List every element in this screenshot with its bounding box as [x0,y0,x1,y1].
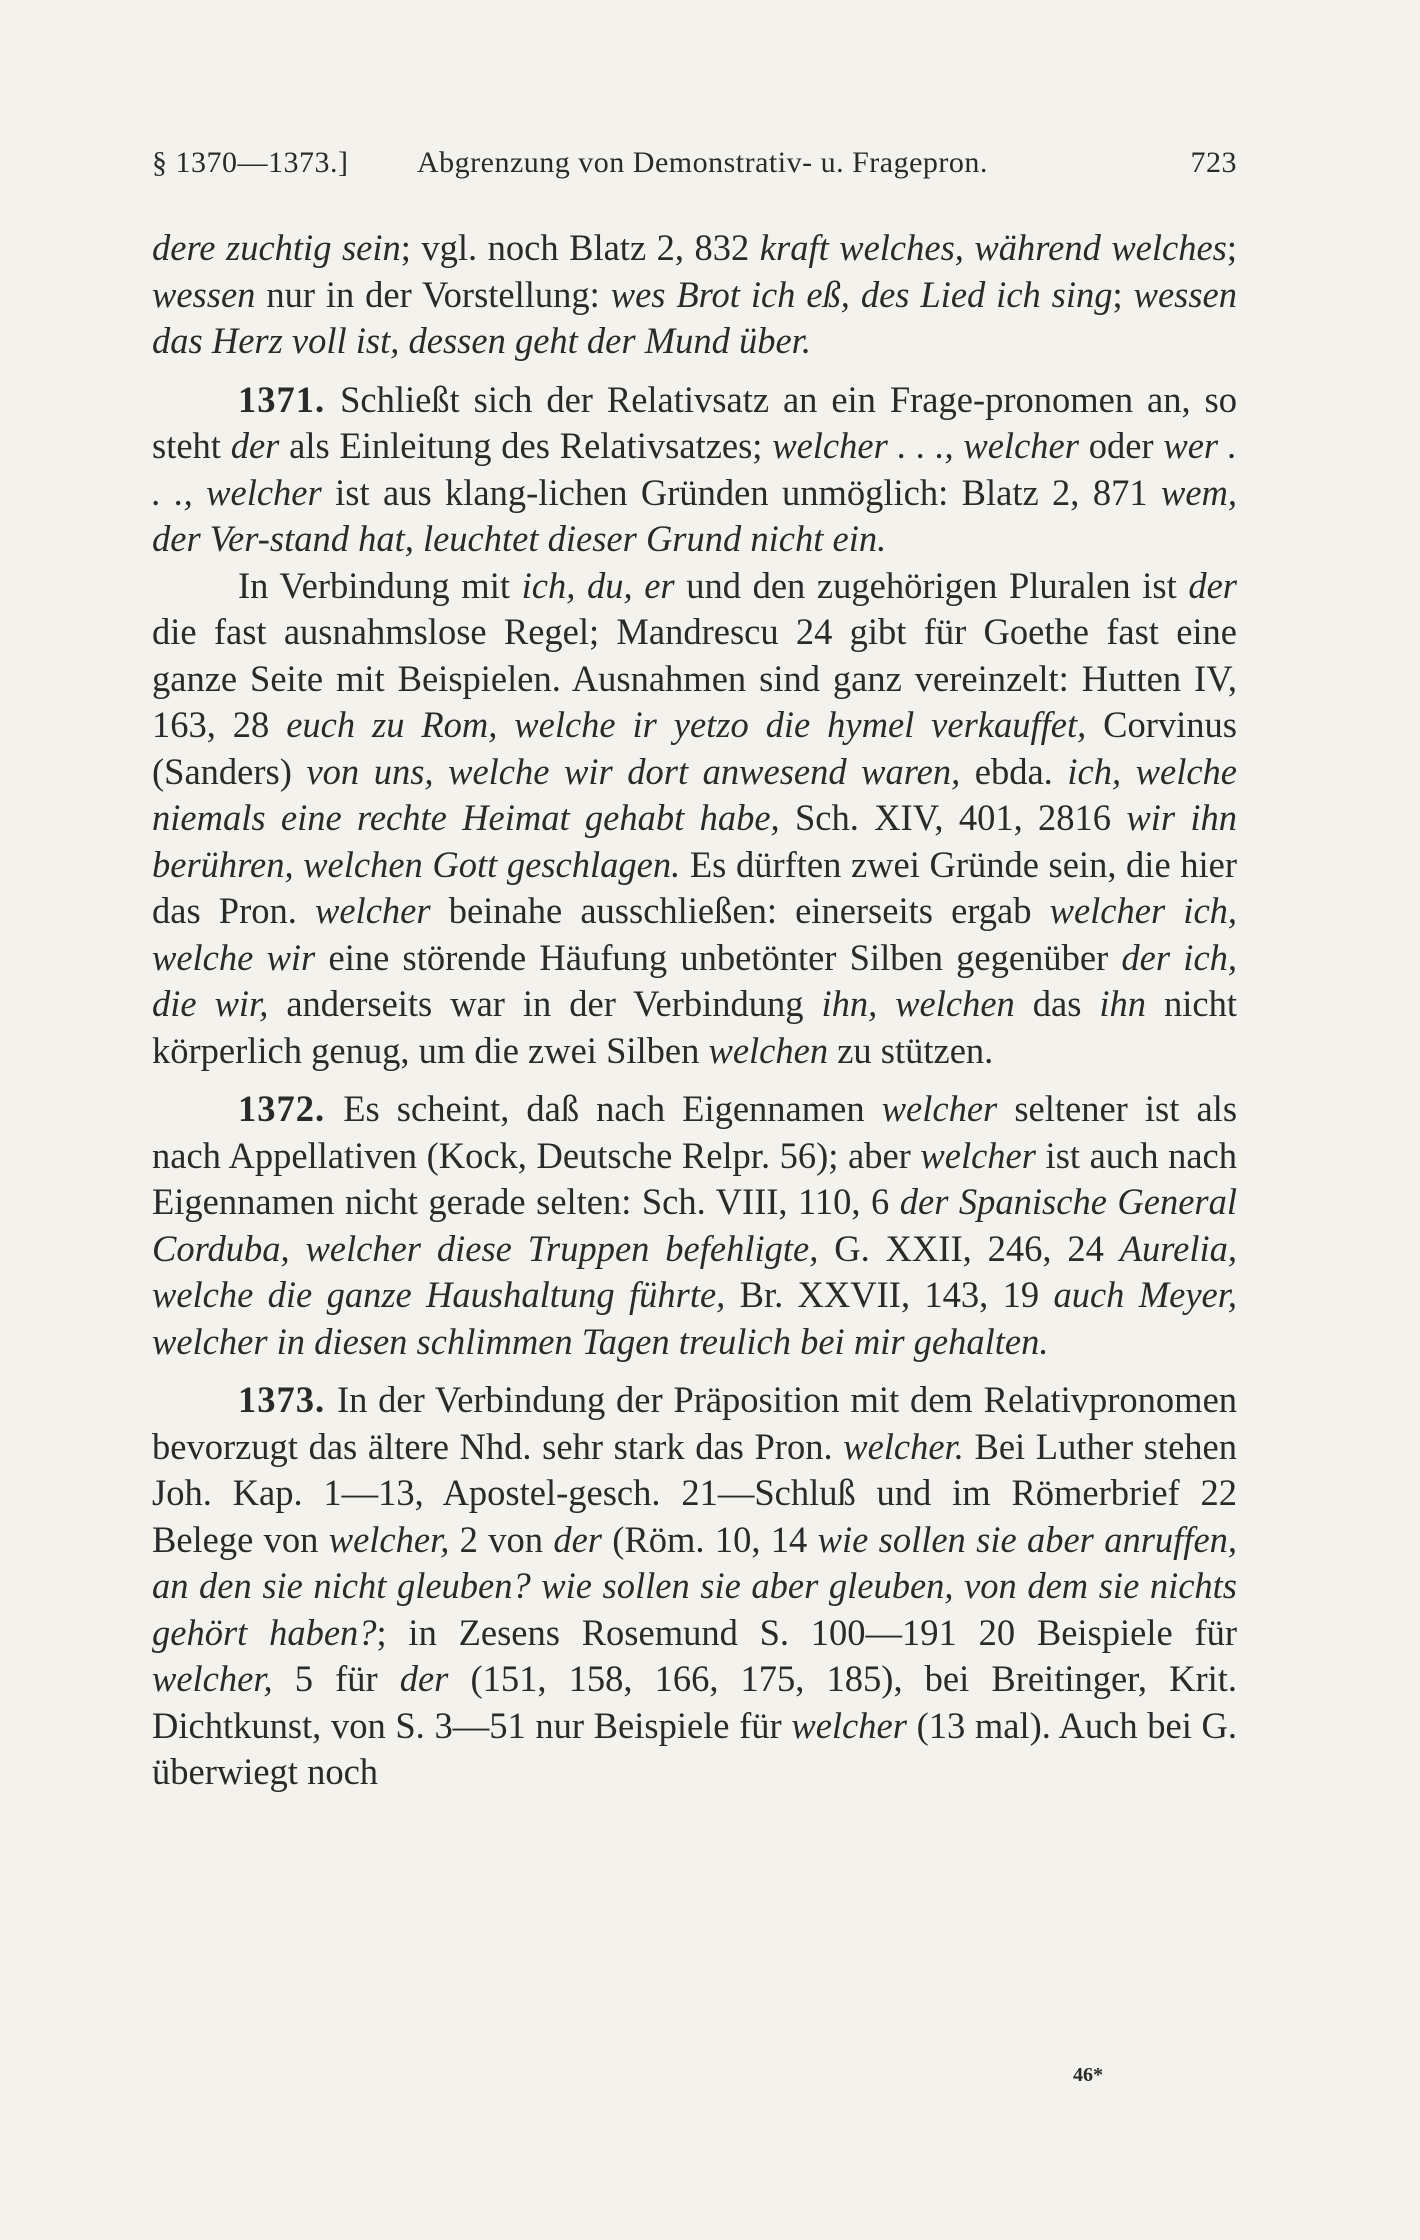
text-run: (Sanders) [152,750,307,792]
numbered-paragraph [152,1086,1237,1365]
section-range: § 1370—1373.] [152,146,349,179]
italic-text: welcher ich, welche wir [152,890,1238,978]
italic-text: geht der Mund über. [514,320,811,361]
text-run: das [1014,983,1100,1024]
paragraph [152,563,1237,1075]
text-run: ; in Zesens Rosemund S. 100—191 [376,1611,957,1653]
text-run: (13 mal). Auch bei G. überwiegt noch [152,1704,1237,1792]
italic-text: welcher [315,890,431,931]
italic-text: ihn [1099,983,1147,1024]
italic-text: welcher, [328,1518,450,1560]
paragraph-number: 1373. [238,1379,337,1420]
text-run: Ausnahmen sind ganz vereinzelt: Hutten IV, 163, 28 [152,657,1237,745]
text-run: 2 von [449,1518,554,1560]
text-run: anderseits war in der Verbindung [268,983,822,1024]
text-run: Es [680,843,727,885]
text-run: seltener ist als nach Appellativen (Kock, Deutsche Relpr. [152,1088,1238,1176]
text-run: ; [1226,227,1238,268]
italic-text: ich eß, des Lied ich sing [750,273,1113,315]
italic-text: wie sollen sie aber anruffen, [817,1518,1238,1560]
italic-text: welche die ganze Haushaltung führte, [152,1274,726,1315]
italic-text: wessen das Herz voll ist, dessen [152,273,1237,361]
text-run: ; [1112,273,1134,315]
italic-text: der [230,425,280,466]
text-run: ; vgl. noch Blatz 2, 832 [400,227,760,268]
text-run: und den zugehörigen [674,564,998,606]
text-run: selten: Sch. VIII, 110, 6 [536,1181,900,1222]
italic-text: welcher, [152,1658,273,1699]
text-run: (Röm. 10, 14 [601,1518,818,1560]
text-run: gibt für Goethe fast eine ganze Seite mit Beispielen. [152,611,1238,699]
text-run: ausschließen: einerseits ergab [580,890,1050,931]
italic-text: kraft welches, [759,227,964,268]
text-run: die fast ausnahmslose Regel; Mandrescu 24 [152,611,833,652]
italic-text: ich, welche niemals eine rechte Heimat gehabt habe, [152,750,1238,838]
italic-text: während welches [974,227,1227,268]
italic-text: welcher [920,1134,1036,1176]
italic-text: der [553,1518,602,1560]
body-text [152,225,1237,1796]
italic-text: wir ihn berühren, welchen Gott geschlagen. [152,797,1238,885]
italic-text: wem, der Ver- [152,471,1238,559]
text-run: Pron. [754,1425,844,1467]
italic-text: welcher. [843,1425,964,1467]
italic-text: wes Brot [610,273,740,315]
text-run: zu stützen. [828,1029,994,1071]
text-run: Schließt sich der Relativsatz an ein Frage- [340,378,986,420]
italic-text: dere zuchtig sein [152,227,401,268]
text-run: In der Verbindung der Präposition mit dem [336,1379,973,1420]
text-run: ist aus klang- [321,471,539,513]
text-run: In Verbindung mit [238,564,522,606]
text-run: Es scheint, daß nach Eigennamen [343,1088,882,1129]
text-run: nur in der Vorstellung: [255,273,611,315]
paragraph-number: 1372. [238,1088,344,1129]
italic-text: Aurelia, [1119,1227,1237,1269]
italic-text: ihn, welchen [821,983,1015,1024]
italic-text: welcher [881,1088,998,1129]
italic-text: ich, du, er [521,564,675,606]
text-run: beinahe [430,890,563,931]
italic-text: euch zu Rom, welche ir yetzo die hymel verkauffet, [286,704,1087,745]
italic-text: an den sie nicht gleuben? wie sollen sie aber gleuben, von dem [152,1565,1089,1606]
text-run: gesch. 21—Schluß und im Römerbrief 22 Belege von [152,1472,1237,1560]
text-run: 5 für [272,1658,400,1699]
text-run: Sch. XIV, [779,797,944,838]
italic-text: wir, [214,983,269,1024]
numbered-paragraph [152,377,1237,563]
italic-text: sie nichts gehört haben? [152,1565,1238,1653]
text-run: nicht körperlich genug, um die zwei Silben [152,983,1237,1071]
numbered-paragraph [152,1377,1237,1796]
text-run: störende Häufung unbetönter Silben gegenüber [402,936,1122,978]
text-run: 401, 2816 [958,797,1127,838]
italic-text: der [399,1658,449,1699]
running-title: Abgrenzung von Demonstrativ- u. Fragepron. [417,146,988,179]
italic-text: welchen [708,1029,829,1071]
text-run: oder [1078,425,1164,466]
text-run: 185), bei Breitinger, Krit. Dichtkunst, von S. 3—51 nur [152,1658,1238,1746]
text-run: 20 Beispiele für [978,1611,1238,1653]
text-run: Beispiele für [593,1704,792,1746]
page-number: 723 [1190,146,1237,179]
text-run: eine [315,936,390,978]
text-run: Relativpronomen bevorzugt das ältere Nhd. sehr stark das [152,1379,1238,1467]
italic-text: welcher [791,1704,907,1746]
italic-text: der [1188,564,1237,606]
text-run: G. XXII, 246, 24 [818,1227,1120,1269]
italic-text: wer . . ., welcher [152,425,1238,513]
paragraph-number: 1371. [238,378,341,420]
text-run: Pluralen ist [1008,564,1189,606]
italic-text: von uns, welche wir dort anwesend waren, [306,750,961,792]
text-run: ebda. [960,750,1053,792]
running-header [152,146,1237,186]
italic-text: stand hat, leuchtet dieser Grund nicht ein. [269,518,887,559]
text-run: (151, 158, 166, 175, [448,1658,805,1699]
signature-mark: 46* [1073,2064,1103,2086]
text-run: Br. XXVII, 143, 19 [725,1274,1040,1315]
text-run: ist auch nach Eigennamen nicht gerade [152,1134,1237,1222]
italic-text: welcher . . ., welcher [772,425,1079,466]
italic-text: der ich, die [152,936,1238,1024]
italic-text: der Spanische General Corduba, [152,1181,1237,1269]
italic-text: auch Meyer, welcher in diesen schlimmen Tagen treulich bei [152,1274,1238,1362]
text-run: dürften zwei Gründe sein, die hier das Pron. [152,843,1238,931]
italic-text: mir gehalten. [853,1320,1049,1362]
text-run: Corvinus [1086,704,1237,745]
paragraph [152,225,1237,365]
text-run: Bei Luther stehen Joh. Kap. 1—13, Apostel- [152,1425,1237,1513]
text-run: 56); aber [779,1134,921,1176]
text-run: als Einleitung des Relativsatzes; [279,425,763,466]
italic-text: welcher diese Truppen befehligte, [305,1227,819,1269]
text-run: pronomen an, so steht [152,378,1238,466]
italic-text: wessen [152,273,256,315]
text-run: lichen Gründen unmöglich: Blatz 2, 871 [538,471,1161,513]
